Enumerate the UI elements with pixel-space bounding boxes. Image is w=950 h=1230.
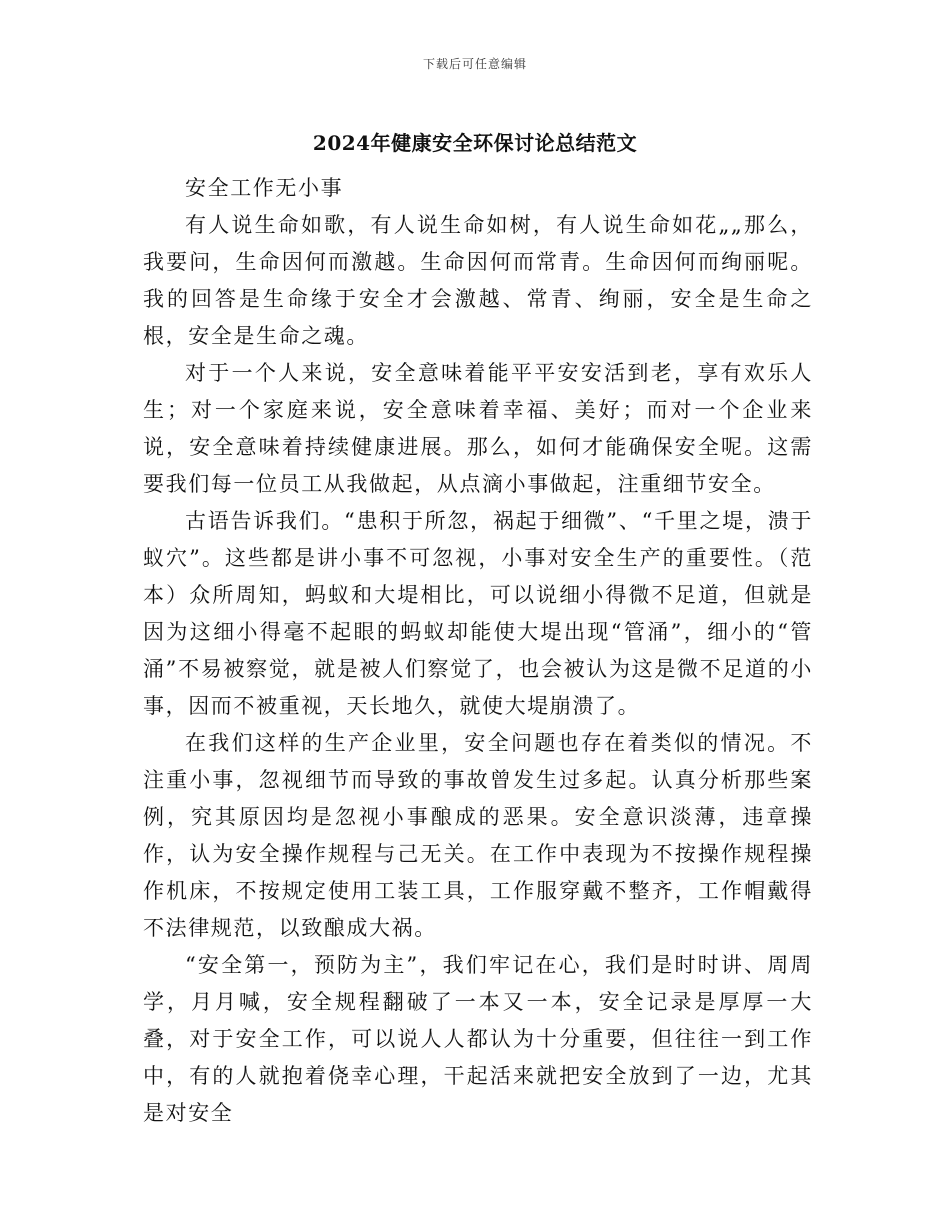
page-header: 下载后可任意编辑 (422, 57, 527, 71)
paragraph: 有人说生命如歌，有人说生命如树，有人说生命如花„„那么，我要问，生命因何而激越。生命因何而常青。生命因何而绚丽呢。我的回答是生命缘于安全才会激越、常青、绚丽，安全是生命之根，安全是生命之魂。 (143, 213, 813, 348)
document-title: 2024年健康安全环保讨论总结范文 (312, 131, 638, 155)
paragraph-subtitle: 安全工作无小事 (185, 176, 344, 200)
paragraph: 古语告诉我们。“患积于所忽，祸起于细微”、“千里之堤，溃于蚁穴”。这些都是讲小事不可忽视，小事对安全生产的重要性。（范本）众所周知，蚂蚁和大堤相比，可以说细小得微不足道，但就是因为这细小得毫不起眼的蚂蚁却能使大堤出现“管涌”，细小的“管涌”不易被察觉，就是被人们察觉了，也会被认为这是微不足道的小事，因而不被重视，天长地久，就使大堤崩溃了。 (143, 509, 813, 718)
paragraph: 对于一个人来说，安全意味着能平平安安活到老，享有欢乐人生；对一个家庭来说，安全意味着幸福、美好；而对一个企业来说，安全意味着持续健康进展。那么，如何才能确保安全呢。这需要我们每一位员工从我做起，从点滴小事做起，注重细节安全。 (143, 361, 813, 496)
paragraph: 在我们这样的生产企业里，安全问题也存在着类似的情况。不注重小事，忽视细节而导致的事故曾发生过多起。认真分析那些案例，究其原因均是忽视小事酿成的恶果。安全意识淡薄，违章操作，认为安全操作规程与己无关。在工作中表现为不按操作规程操作机床，不按规定使用工装工具，工作服穿戴不整齐，工作帽戴得不法律规范，以致酿成大祸。 (143, 731, 813, 940)
document-body (143, 170, 813, 1132)
paragraph: “安全第一，预防为主”，我们牢记在心，我们是时时讲、周周学，月月喊，安全规程翻破了一本又一本，安全记录是厚厚一大叠，对于安全工作，可以说人人都认为十分重要，但往往一到工作中，有的人就抱着侥幸心理，干起活来就把安全放到了一边，尤其是对安全 (143, 953, 813, 1125)
